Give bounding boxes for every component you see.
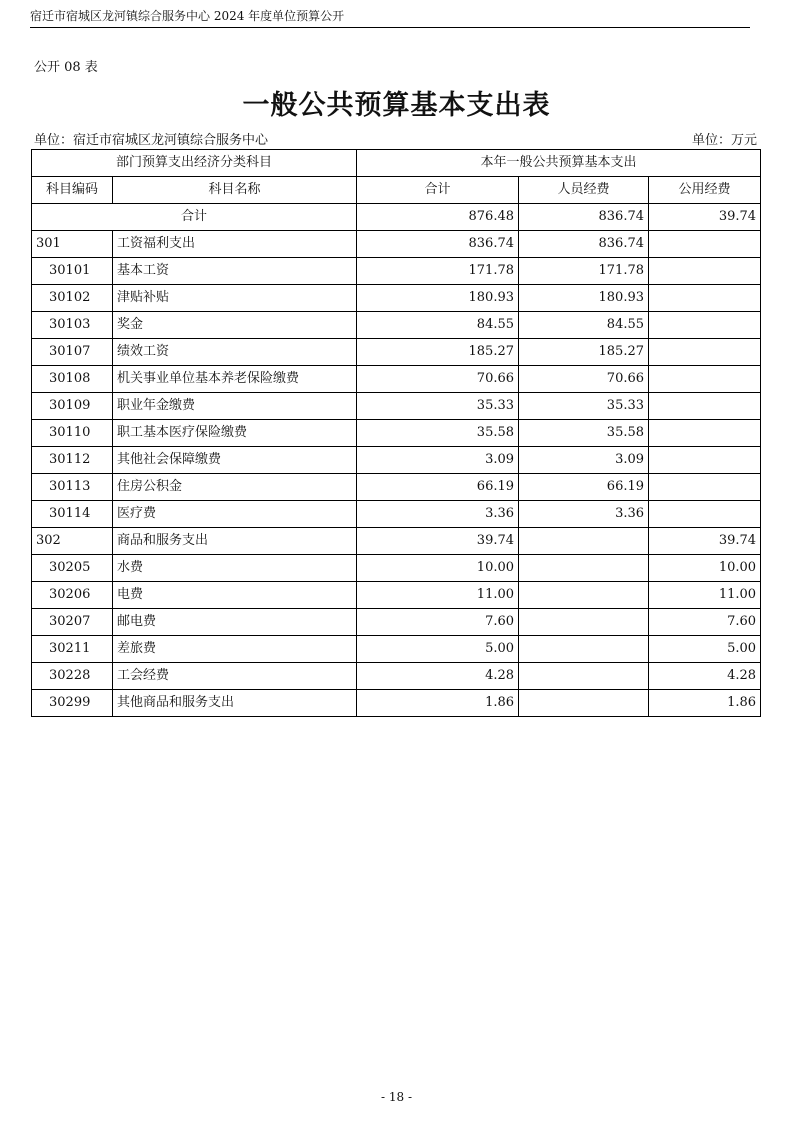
cell-name: 机关事业单位基本养老保险缴费 bbox=[113, 366, 357, 393]
cell-personnel: 35.33 bbox=[519, 393, 649, 420]
cell-public bbox=[649, 285, 761, 312]
cell-total: 836.74 bbox=[357, 231, 519, 258]
cell-total: 171.78 bbox=[357, 258, 519, 285]
cell-public bbox=[649, 447, 761, 474]
column-header-name: 科目名称 bbox=[113, 177, 357, 204]
cell-personnel: 171.78 bbox=[519, 258, 649, 285]
cell-name: 其他社会保障缴费 bbox=[113, 447, 357, 474]
cell-name: 工会经费 bbox=[113, 663, 357, 690]
cell-name: 住房公积金 bbox=[113, 474, 357, 501]
cell-code: 30228 bbox=[32, 663, 113, 690]
cell-code: 302 bbox=[32, 528, 113, 555]
cell-name: 绩效工资 bbox=[113, 339, 357, 366]
cell-name: 邮电费 bbox=[113, 609, 357, 636]
cell-personnel: 84.55 bbox=[519, 312, 649, 339]
budget-table bbox=[31, 149, 761, 717]
page-title: 一般公共预算基本支出表 bbox=[242, 90, 551, 121]
cell-code: 30109 bbox=[32, 393, 113, 420]
form-code: 公开 08 表 bbox=[34, 60, 98, 75]
cell-code: 30211 bbox=[32, 636, 113, 663]
table-row bbox=[32, 501, 761, 528]
cell-total: 66.19 bbox=[357, 474, 519, 501]
table-row bbox=[32, 690, 761, 717]
total-personnel: 836.74 bbox=[519, 204, 649, 231]
currency-unit: 单位：万元 bbox=[691, 133, 757, 148]
table-group-header-row bbox=[32, 150, 761, 177]
table-row bbox=[32, 366, 761, 393]
cell-name: 奖金 bbox=[113, 312, 357, 339]
cell-name: 津贴补贴 bbox=[113, 285, 357, 312]
cell-name: 职工基本医疗保险缴费 bbox=[113, 420, 357, 447]
cell-name: 电费 bbox=[113, 582, 357, 609]
cell-total: 3.36 bbox=[357, 501, 519, 528]
cell-personnel bbox=[519, 690, 649, 717]
cell-personnel: 66.19 bbox=[519, 474, 649, 501]
cell-public: 4.28 bbox=[649, 663, 761, 690]
cell-public: 5.00 bbox=[649, 636, 761, 663]
column-header-personnel: 人员经费 bbox=[519, 177, 649, 204]
cell-personnel: 3.36 bbox=[519, 501, 649, 528]
cell-name: 职业年金缴费 bbox=[113, 393, 357, 420]
document-header: 宿迁市宿城区龙河镇综合服务中心 2024 年度单位预算公开 bbox=[30, 7, 750, 28]
cell-public: 39.74 bbox=[649, 528, 761, 555]
cell-public bbox=[649, 366, 761, 393]
table-row bbox=[32, 474, 761, 501]
cell-code: 30206 bbox=[32, 582, 113, 609]
table-column-header-row bbox=[32, 177, 761, 204]
table-row bbox=[32, 447, 761, 474]
cell-public bbox=[649, 474, 761, 501]
column-header-public: 公用经费 bbox=[649, 177, 761, 204]
column-header-total: 合计 bbox=[357, 177, 519, 204]
table-row bbox=[32, 231, 761, 258]
cell-public: 11.00 bbox=[649, 582, 761, 609]
total-row bbox=[32, 204, 761, 231]
table-row bbox=[32, 636, 761, 663]
cell-code: 30101 bbox=[32, 258, 113, 285]
cell-personnel: 180.93 bbox=[519, 285, 649, 312]
total-amount: 876.48 bbox=[357, 204, 519, 231]
cell-public bbox=[649, 231, 761, 258]
cell-public bbox=[649, 420, 761, 447]
cell-public bbox=[649, 339, 761, 366]
cell-public bbox=[649, 501, 761, 528]
table-row bbox=[32, 555, 761, 582]
cell-code: 30102 bbox=[32, 285, 113, 312]
table-row bbox=[32, 339, 761, 366]
cell-code: 30113 bbox=[32, 474, 113, 501]
group-header-classification: 部门预算支出经济分类科目 bbox=[32, 150, 357, 177]
cell-total: 185.27 bbox=[357, 339, 519, 366]
table-row bbox=[32, 528, 761, 555]
cell-total: 5.00 bbox=[357, 636, 519, 663]
cell-personnel: 836.74 bbox=[519, 231, 649, 258]
cell-total: 35.33 bbox=[357, 393, 519, 420]
cell-name: 差旅费 bbox=[113, 636, 357, 663]
cell-personnel bbox=[519, 609, 649, 636]
table-row bbox=[32, 663, 761, 690]
cell-public bbox=[649, 312, 761, 339]
table-row bbox=[32, 609, 761, 636]
total-label: 合计 bbox=[32, 204, 357, 231]
cell-code: 30112 bbox=[32, 447, 113, 474]
cell-name: 基本工资 bbox=[113, 258, 357, 285]
cell-public bbox=[649, 258, 761, 285]
cell-code: 30205 bbox=[32, 555, 113, 582]
column-header-code: 科目编码 bbox=[32, 177, 113, 204]
cell-code: 30114 bbox=[32, 501, 113, 528]
cell-name: 其他商品和服务支出 bbox=[113, 690, 357, 717]
table-row bbox=[32, 285, 761, 312]
cell-total: 3.09 bbox=[357, 447, 519, 474]
cell-personnel bbox=[519, 636, 649, 663]
table-row bbox=[32, 312, 761, 339]
cell-personnel: 35.58 bbox=[519, 420, 649, 447]
cell-name: 医疗费 bbox=[113, 501, 357, 528]
cell-total: 7.60 bbox=[357, 609, 519, 636]
cell-total: 11.00 bbox=[357, 582, 519, 609]
cell-personnel bbox=[519, 663, 649, 690]
cell-total: 70.66 bbox=[357, 366, 519, 393]
cell-code: 30299 bbox=[32, 690, 113, 717]
cell-public: 10.00 bbox=[649, 555, 761, 582]
cell-total: 1.86 bbox=[357, 690, 519, 717]
cell-code: 30103 bbox=[32, 312, 113, 339]
cell-total: 84.55 bbox=[357, 312, 519, 339]
cell-personnel: 185.27 bbox=[519, 339, 649, 366]
table-row bbox=[32, 420, 761, 447]
cell-total: 39.74 bbox=[357, 528, 519, 555]
cell-name: 商品和服务支出 bbox=[113, 528, 357, 555]
group-header-basic-expenditure: 本年一般公共预算基本支出 bbox=[357, 150, 761, 177]
cell-code: 30110 bbox=[32, 420, 113, 447]
table-row bbox=[32, 258, 761, 285]
total-public: 39.74 bbox=[649, 204, 761, 231]
cell-public bbox=[649, 393, 761, 420]
table-row bbox=[32, 393, 761, 420]
cell-personnel: 70.66 bbox=[519, 366, 649, 393]
cell-code: 30107 bbox=[32, 339, 113, 366]
cell-code: 30108 bbox=[32, 366, 113, 393]
page-number: - 18 - bbox=[380, 1090, 412, 1104]
cell-name: 工资福利支出 bbox=[113, 231, 357, 258]
cell-total: 4.28 bbox=[357, 663, 519, 690]
cell-total: 35.58 bbox=[357, 420, 519, 447]
cell-total: 180.93 bbox=[357, 285, 519, 312]
cell-public: 7.60 bbox=[649, 609, 761, 636]
cell-personnel bbox=[519, 528, 649, 555]
cell-public: 1.86 bbox=[649, 690, 761, 717]
cell-code: 301 bbox=[32, 231, 113, 258]
cell-personnel bbox=[519, 582, 649, 609]
cell-total: 10.00 bbox=[357, 555, 519, 582]
cell-personnel bbox=[519, 555, 649, 582]
cell-code: 30207 bbox=[32, 609, 113, 636]
cell-name: 水费 bbox=[113, 555, 357, 582]
organization-unit: 单位：宿迁市宿城区龙河镇综合服务中心 bbox=[34, 133, 269, 148]
table-row bbox=[32, 582, 761, 609]
cell-personnel: 3.09 bbox=[519, 447, 649, 474]
